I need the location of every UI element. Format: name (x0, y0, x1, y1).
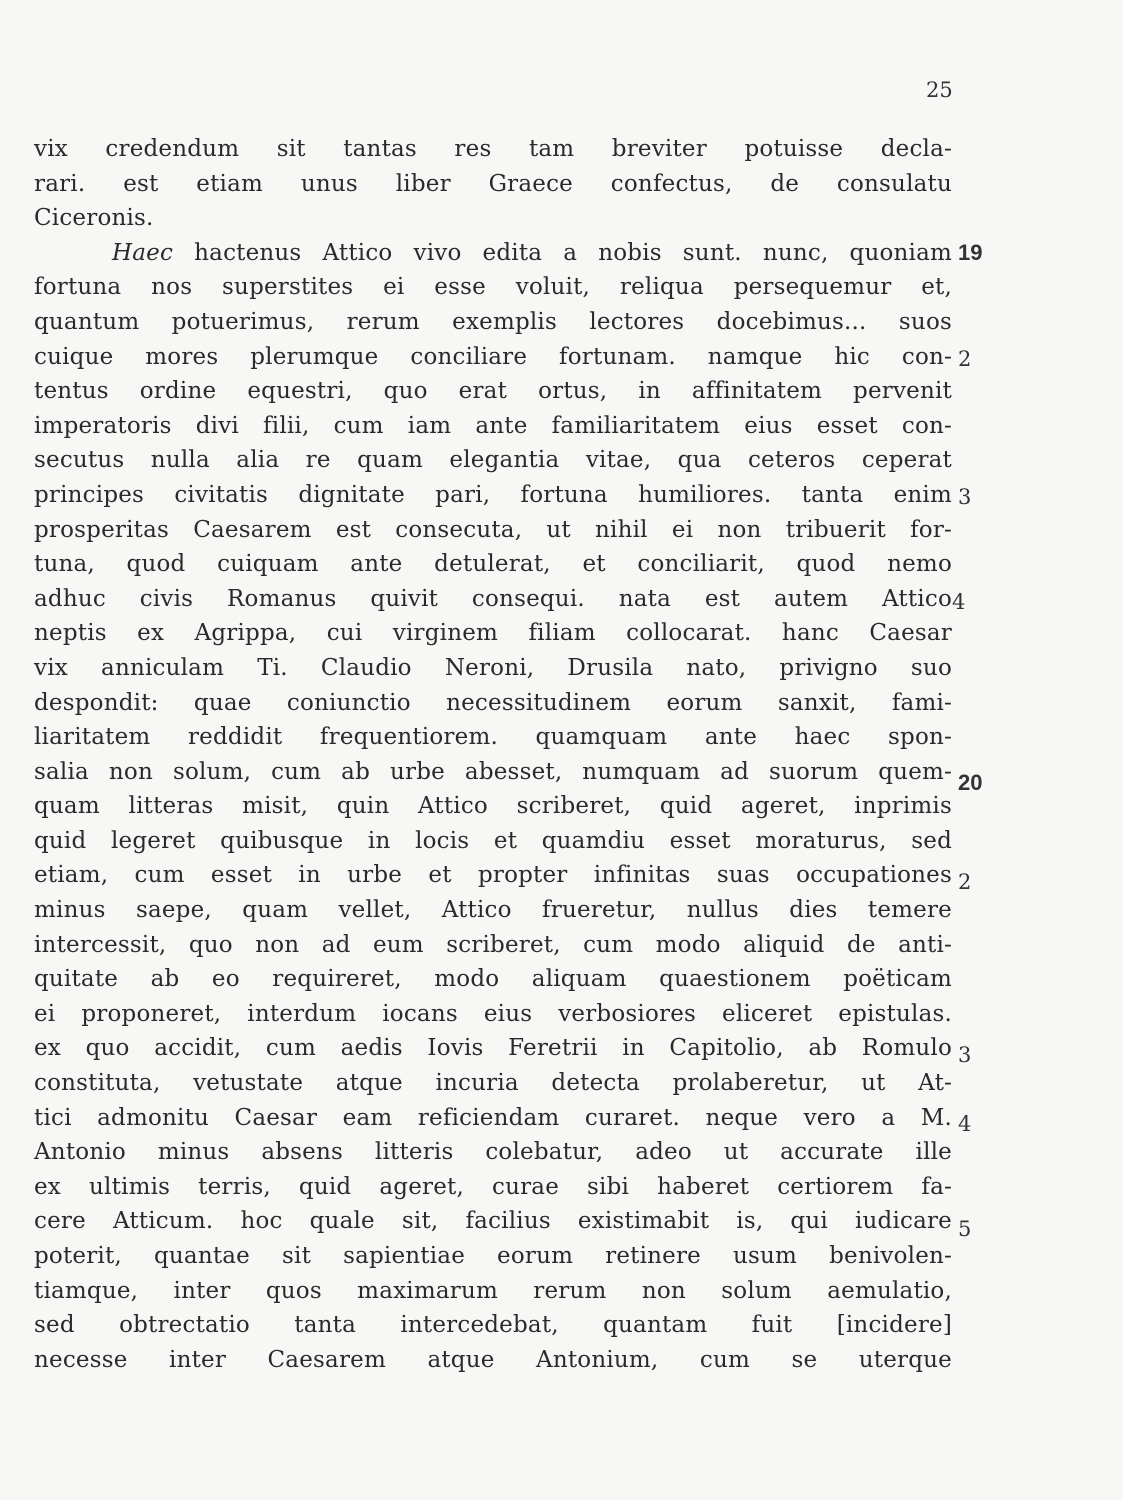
page-number: 25 (926, 78, 953, 102)
text-line: cere Atticum. hoc quale sit, facilius existimabit is, qui iudicare (34, 1208, 952, 1235)
text-line: ex quo accidit, cum aedis Iovis Feretrii in Capitolio, ab Romulo (34, 1035, 952, 1062)
text-line: secutus nulla alia re quam elegantia vitae, qua ceteros ceperat (34, 447, 952, 474)
text-line: poterit, quantae sit sapientiae eorum retinere usum benivolen- (34, 1243, 952, 1269)
text-line: Ciceronis. (34, 205, 154, 232)
upside-down-numeral: 20 (958, 770, 983, 795)
text-line-rest: hactenus Attico vivo edita a nobis sunt. nunc, quoniam (194, 239, 952, 266)
text-line: prosperitas Caesarem est consecuta, ut nihil ei non tribuerit for- (34, 516, 952, 543)
text-line: fortuna nos superstites ei esse voluit, reliqua persequemur et, (34, 274, 952, 301)
margin-section-marker: 2 (958, 870, 972, 894)
text-line: quid legeret quibusque in locis et quamdiu esset moraturus, sed (34, 827, 952, 854)
text-line: tentus ordine equestri, quo erat ortus, in affinitatem pervenit (34, 378, 952, 405)
text-line: rari. est etiam unus liber Graece confectus, de consulatu (34, 170, 952, 197)
body-text (34, 132, 952, 1377)
text-line: necesse inter Caesarem atque Antonium, cum se uterque (34, 1346, 952, 1373)
text-line: liaritatem reddidit frequentiorem. quamquam ante haec spon- (34, 724, 952, 751)
text-line: tici admonitu Caesar eam reficiendam curaret. neque vero a M. (34, 1104, 952, 1131)
text-line: minus saepe, quam vellet, Attico frueretur, nullus dies temere (34, 897, 952, 924)
margin-section-marker: 4 (952, 590, 966, 614)
text-line: sed obtrectatio tanta intercedebat, quantam fuit [incidere] (34, 1312, 952, 1339)
text-line: vix credendum sit tantas res tam breviter potuisse decla- (34, 136, 952, 162)
text-line: intercessit, quo non ad eum scriberet, cum modo aliquid de anti- (34, 931, 952, 958)
margin-section-marker: 3 (958, 485, 972, 509)
margin-section-marker: 2 (958, 347, 972, 371)
text-line: constituta, vetustate atque incuria detecta prolaberetur, ut At- (34, 1070, 952, 1097)
margin-section-marker: 5 (958, 1217, 972, 1241)
text-line: imperatoris divi filii, cum iam ante familiaritatem eius esset con- (34, 412, 952, 439)
margin-chapter-20 (958, 770, 982, 796)
margin-chapter-19: 19 (958, 240, 983, 265)
text-line: tuna, quod cuiquam ante detulerat, et conciliarit, quod nemo (34, 551, 952, 578)
text-line: neptis ex Agrippa, cui virginem filiam collocarat. hanc Caesar (34, 620, 952, 647)
text-line: quitate ab eo requireret, modo aliquam quaestionem poëticam (34, 966, 952, 993)
text-line: despondit: quae coniunctio necessitudinem eorum sanxit, fami- (34, 689, 952, 716)
text-line: cuique mores plerumque conciliare fortunam. namque hic con- (34, 343, 952, 370)
text-line: quam litteras misit, quin Attico scriberet, quid ageret, inprimis (34, 793, 952, 820)
margin-section-marker: 3 (958, 1043, 972, 1067)
text-line: Antonio minus absens litteris colebatur, adeo ut accurate ille (34, 1139, 952, 1166)
text-line: salia non solum, cum ab urbe abesset, numquam ad suorum quem- (34, 758, 952, 785)
text-line: etiam, cum esset in urbe et propter infinitas suas occupationes (34, 862, 952, 889)
text-line: ei proponeret, interdum iocans eius verbosiores eliceret epistulas. (34, 1000, 952, 1027)
text-line-chapter-start (34, 236, 952, 271)
margin-section-marker: 4 (958, 1112, 972, 1136)
italic-word: Haec (112, 239, 174, 266)
text-line: quantum potuerimus, rerum exemplis lectores docebimus... suos (34, 308, 952, 335)
text-line: vix anniculam Ti. Claudio Neroni, Drusila nato, privigno suo (34, 654, 952, 681)
text-line: tiamque, inter quos maximarum rerum non solum aemulatio, (34, 1277, 952, 1304)
text-line: ex ultimis terris, quid ageret, curae sibi haberet certiorem fa- (34, 1173, 952, 1200)
text-line: principes civitatis dignitate pari, fortuna humiliores. tanta enim (34, 481, 952, 508)
text-line: adhuc civis Romanus quivit consequi. nata est autem Attico (34, 585, 952, 612)
